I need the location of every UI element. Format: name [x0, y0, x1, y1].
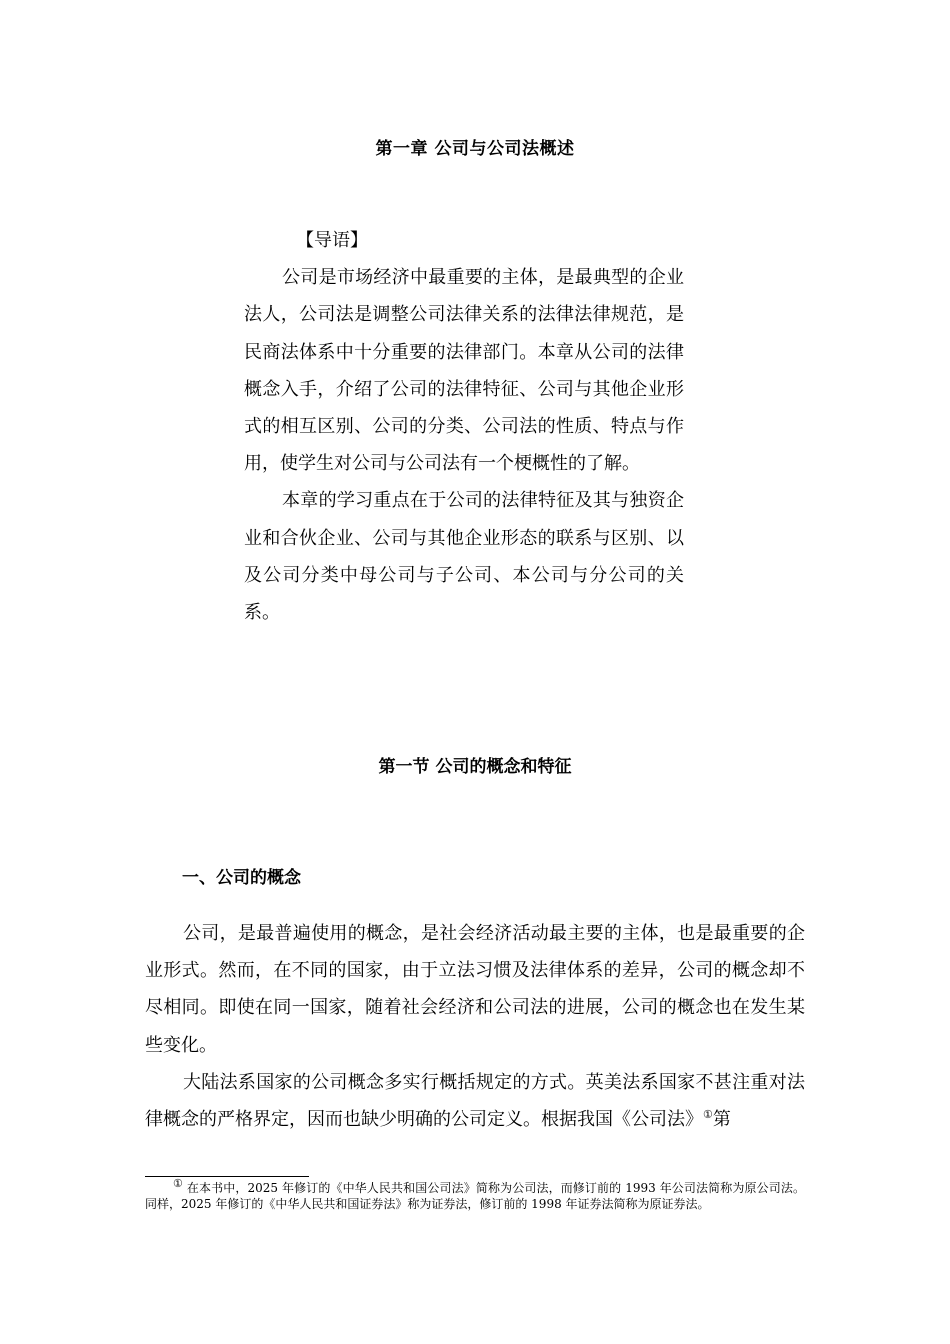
body-paragraph: 公司，是最普遍使用的概念，是社会经济活动最主要的主体，也是最重要的企业形式。然而，在不同的国家，由于立法习惯及法律体系的差异，公司的概念却不尽相同。即使在同一国家，随着社会经济和公司法的进展，公司的概念也在发生某些变化。	[145, 923, 805, 1056]
body-paragraph	[145, 1064, 805, 1138]
subsection-title: 一、公司的概念	[182, 868, 301, 888]
footnote-marker: ①	[173, 1177, 183, 1190]
chapter-title: 第一章 公司与公司法概述	[375, 139, 575, 159]
body-text	[145, 915, 805, 1138]
footnote-reference[interactable]: ①	[703, 1108, 713, 1122]
intro-label: 【导语】	[296, 230, 368, 251]
body-paragraph-text: 大陆法系国家的公司概念多实行概括规定的方式。英美法系国家不甚注重对法律概念的严格界定，因而也缺少明确的公司定义。根据我国《公司法》	[145, 1071, 805, 1131]
footnote-separator	[145, 1176, 309, 1177]
section-title: 第一节 公司的概念和特征	[378, 757, 572, 777]
intro-paragraph: 公司是市场经济中最重要的主体，是最典型的企业法人，公司法是调整公司法律关系的法律法律规范，是民商法体系中十分重要的法律部门。本章从公司的法律概念入手，介绍了公司的法律特征、公司与其他企业形式的相互区别、公司的分类、公司法的性质、特点与作用，使学生对公司与公司法有一个梗概性的了解。	[244, 267, 684, 475]
intro-block	[244, 222, 684, 631]
body-paragraph-tail: 第	[712, 1109, 731, 1131]
footnote-text: 在本书中，2025 年修订的《中华人民共和国公司法》简称为公司法，而修订前的 1993 年公司法简称为原公司法。同样，2025 年修订的《中华人民共和国证券法》称为证券法，修订前的 1998 年证券法简称为原证券法。	[145, 1181, 805, 1211]
footnote	[145, 1177, 805, 1212]
intro-paragraph: 本章的学习重点在于公司的法律特征及其与独资企业和合伙企业、公司与其他企业形态的联系与区别、以及公司分类中母公司与子公司、本公司与分公司的关系。	[244, 490, 684, 624]
